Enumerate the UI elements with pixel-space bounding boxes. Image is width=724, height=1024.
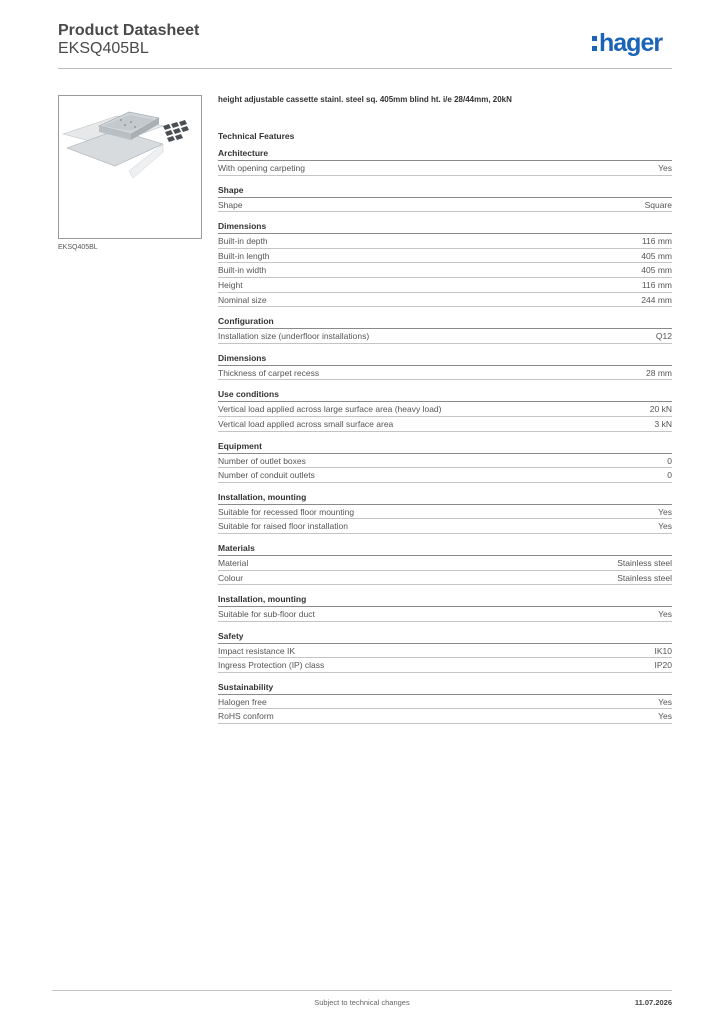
group-title: Configuration: [218, 316, 672, 329]
feature-row: [218, 505, 672, 520]
feature-value: 405 mm: [641, 265, 672, 276]
feature-group: [218, 594, 672, 622]
footer-divider: [52, 990, 672, 991]
feature-value: 28 mm: [646, 367, 672, 378]
document-title: Product Datasheet: [58, 22, 200, 39]
feature-label: Number of conduit outlets: [218, 470, 315, 481]
feature-label: Halogen free: [218, 696, 267, 707]
feature-label: Material: [218, 557, 249, 568]
feature-label: Height: [218, 279, 243, 290]
feature-label: Number of outlet boxes: [218, 455, 306, 466]
group-title: Installation, mounting: [218, 492, 672, 505]
feature-value: 116 mm: [641, 236, 672, 247]
feature-value: IK10: [654, 645, 672, 656]
feature-label: Suitable for recessed floor mounting: [218, 506, 355, 517]
feature-row: [218, 366, 672, 381]
feature-value: Yes: [658, 506, 672, 517]
feature-row: [218, 519, 672, 534]
feature-row: [218, 161, 672, 176]
group-title: Installation, mounting: [218, 594, 672, 607]
feature-label: With opening carpeting: [218, 163, 305, 173]
feature-label: Shape: [218, 199, 243, 210]
feature-value: 0: [667, 470, 672, 481]
group-title: Materials: [218, 543, 672, 556]
feature-label: RoHS conform: [218, 711, 274, 722]
floor-cassette-image: [59, 96, 201, 238]
features-heading: Technical Features: [218, 131, 295, 141]
feature-label: Vertical load applied across small surface area: [218, 418, 394, 429]
feature-row: [218, 556, 672, 571]
feature-label: Suitable for raised floor installation: [218, 521, 348, 532]
image-caption: EKSQ405BL: [58, 244, 98, 251]
group-title: Sustainability: [218, 682, 672, 695]
product-image: [58, 95, 202, 239]
footer-date: 11.07.2026: [634, 998, 672, 1007]
group-title: Dimensions: [218, 353, 672, 366]
feature-label: Colour: [218, 572, 244, 583]
feature-row: [218, 468, 672, 483]
feature-group: [218, 353, 672, 381]
feature-value: 405 mm: [641, 250, 672, 261]
feature-row: [218, 234, 672, 249]
feature-row: [218, 402, 672, 417]
feature-row: [218, 293, 672, 308]
feature-label: Built-in length: [218, 250, 270, 261]
feature-value: Yes: [658, 163, 672, 173]
group-title: Shape: [218, 185, 672, 198]
feature-value: 20 kN: [649, 404, 672, 415]
feature-value: Q12: [655, 331, 672, 342]
feature-value: Stainless steel: [617, 557, 672, 568]
feature-group: [218, 185, 672, 213]
feature-label: Suitable for sub-floor duct: [218, 609, 315, 620]
feature-group: [218, 492, 672, 534]
feature-row: [218, 249, 672, 264]
feature-value: IP20: [654, 660, 672, 671]
feature-value: Yes: [658, 609, 672, 620]
footer-note: Subject to technical changes: [314, 998, 410, 1007]
feature-row: [218, 644, 672, 659]
feature-row: [218, 278, 672, 293]
feature-row: [218, 198, 672, 213]
group-title: Safety: [218, 631, 672, 644]
product-code: EKSQ405BL: [58, 40, 149, 57]
feature-row: [218, 417, 672, 432]
feature-value: Square: [644, 199, 672, 210]
feature-groups: [218, 148, 672, 724]
feature-value: 3 kN: [654, 418, 672, 429]
feature-group: [218, 631, 672, 673]
logo-dots-icon: [592, 36, 598, 52]
feature-group: [218, 316, 672, 344]
feature-group: [218, 389, 672, 431]
page-header: [58, 22, 199, 58]
feature-row: [218, 658, 672, 673]
feature-label: Vertical load applied across large surface area (heavy load): [218, 404, 442, 415]
feature-label: Impact resistance IK: [218, 645, 296, 656]
group-title: Dimensions: [218, 221, 672, 234]
feature-row: [218, 709, 672, 724]
feature-label: Thickness of carpet recess: [218, 367, 320, 378]
feature-group: [218, 441, 672, 483]
feature-row: [218, 263, 672, 278]
feature-label: Installation size (underfloor installations): [218, 331, 370, 342]
group-title: Architecture: [218, 148, 672, 161]
feature-value: 116 mm: [641, 279, 672, 290]
feature-row: [218, 695, 672, 710]
feature-group: [218, 148, 672, 176]
feature-label: Built-in width: [218, 265, 267, 276]
group-title: Use conditions: [218, 389, 672, 402]
feature-group: [218, 221, 672, 307]
logo-text: hager: [599, 29, 663, 57]
feature-value: Yes: [658, 696, 672, 707]
datasheet-content: [218, 95, 672, 733]
feature-label: Ingress Protection (IP) class: [218, 660, 325, 671]
feature-value: Yes: [658, 711, 672, 722]
feature-row: [218, 571, 672, 586]
feature-label: Built-in depth: [218, 236, 268, 247]
feature-value: Yes: [658, 521, 672, 532]
feature-value: 0: [667, 455, 672, 466]
feature-value: Stainless steel: [617, 572, 672, 583]
feature-row: [218, 607, 672, 622]
feature-label: Nominal size: [218, 294, 267, 305]
feature-group: [218, 543, 672, 585]
feature-row: [218, 454, 672, 469]
product-description: height adjustable cassette stainl. steel sq. 405mm blind ht. i/e 28/44mm, 20kN: [218, 95, 512, 104]
group-title: Equipment: [218, 441, 672, 454]
hager-logo: [592, 28, 674, 58]
feature-value: 244 mm: [641, 294, 672, 305]
header-divider: [58, 68, 672, 69]
feature-group: [218, 682, 672, 724]
feature-row: [218, 329, 672, 344]
